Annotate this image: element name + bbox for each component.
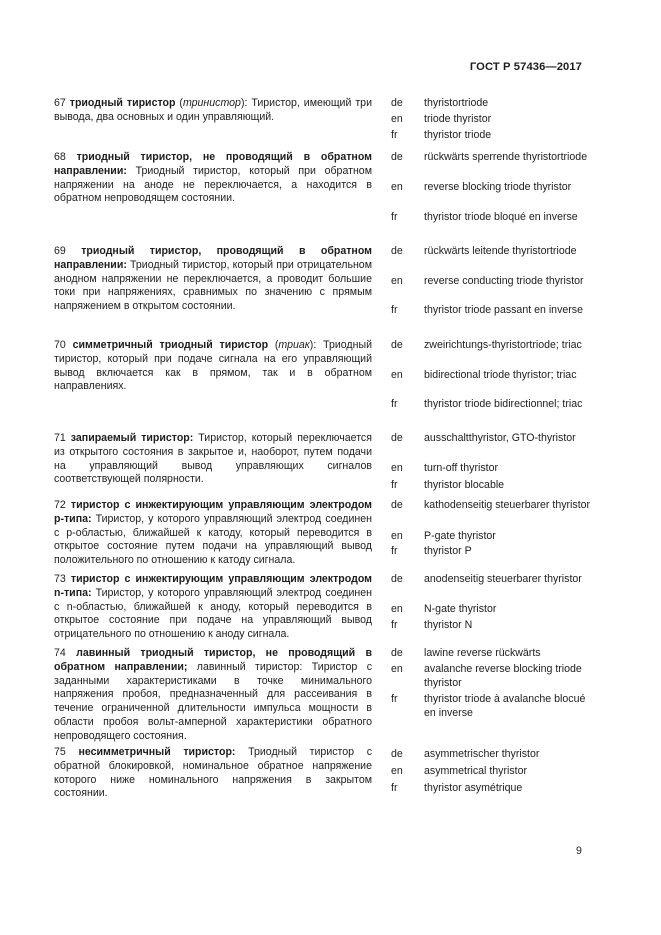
term-definition <box>54 573 372 642</box>
translation-text: zweirichtungs-thyristortriode; triac <box>424 339 582 351</box>
term-title: тиристор с инжектирующим управляющим электродом р-типа: <box>54 499 372 525</box>
translation-text: rückwärts sperrende thyristortriode <box>424 151 588 163</box>
translation-text: thyristor asymétrique <box>424 782 523 794</box>
translation-text: thyristor triode bidirectionnel; triac <box>424 398 583 410</box>
lang-code: en <box>391 530 403 542</box>
translation-text: reverse conducting triode thyristor <box>424 275 584 287</box>
definition-text: лавинный тиристор: Тиристор с заданными характеристиками в точке минимального напряжения пробоя, предназначенный для рассеивания в течение ограниченной длительности импульса мощности в области пробоя вольт-амперной характеристики обратного непроводящего состояния. <box>54 660 373 742</box>
translation-text: asymmetrical thyristor <box>424 765 528 777</box>
term-number: 70 <box>54 339 66 351</box>
definition-text: Триодный тиристор, который при обратном напряжении на аноде не переключается, а находится в обратном непроводящем состоянии. <box>54 164 372 205</box>
lang-code: fr <box>391 479 398 491</box>
lang-code: de <box>391 97 403 109</box>
lang-code: de <box>391 499 403 511</box>
translation-text: kathodenseitig steuerbarer thyristor <box>424 499 591 511</box>
definition-text: Тиристор, имеющий три вывода, два основных и один управляющий. <box>54 97 372 123</box>
term-number: 73 <box>54 573 66 585</box>
lang-code: en <box>391 663 403 675</box>
lang-code: de <box>391 151 403 163</box>
term-definition <box>54 151 372 206</box>
lang-code: fr <box>391 693 398 705</box>
translation-text: reverse blocking triode thyristor <box>424 181 572 193</box>
term-definition: 70 симметричный триодный тиристор (триак): Триодный тиристор, который при подаче сигнала на его управляющий вывод включается как в прямом, так и в обратном направлениях. <box>54 339 372 393</box>
translation-text: asymmetrischer thyristor <box>424 748 540 760</box>
term-title: триодный тиристор <box>69 97 176 109</box>
translation-text: triode thyristor <box>424 113 492 125</box>
term-title: несимметричный тиристор: <box>78 746 236 758</box>
term-definition <box>54 245 372 314</box>
translation-text: thyristortriode <box>424 97 489 109</box>
page-number: 9 <box>576 845 582 857</box>
term-definition <box>54 499 372 568</box>
lang-code: fr <box>391 398 398 410</box>
lang-code: de <box>391 748 403 760</box>
definition-text: Тиристор, у которого управляющий электрод соединен с n-областью, ближайшей к аноду, который переводится в открытое состояние при подаче на управляющий вывод отрицательного по отношению к аноду сигнала. <box>54 586 372 641</box>
lang-code: fr <box>391 129 398 141</box>
lang-code: en <box>391 181 403 193</box>
lang-code: fr <box>391 619 398 631</box>
translation-text: rückwärts leitende thyristortriode <box>424 245 577 257</box>
lang-code: en <box>391 275 403 287</box>
lang-code: de <box>391 647 403 659</box>
term-definition <box>54 432 372 487</box>
translation-text: P-gate thyristor <box>424 530 496 542</box>
lang-code: de <box>391 245 403 257</box>
translation-text: thyristor blocable <box>424 479 505 491</box>
translation-text: anodenseitig steuerbarer thyristor <box>424 573 582 585</box>
term-synonym: триак <box>278 339 310 351</box>
translation-text: avalanche reverse blocking triode thyristor <box>424 663 582 689</box>
definition-text: Триодный тиристор, который при подаче сигнала на его управляющий вывод включается как в прямом, так и в обратном направлениях. <box>54 339 372 393</box>
lang-code: de <box>391 339 403 351</box>
translation-text: thyristor triode bloqué en inverse <box>424 211 578 223</box>
lang-code: de <box>391 573 403 585</box>
term-definition: 67 триодный тиристор (тринистор): Тиристор, имеющий три вывода, два основных и один управляющий. <box>54 97 372 123</box>
term-definition <box>54 746 372 801</box>
term-title: лавинный триодный тиристор, не проводящий в обратном направлении; <box>54 647 372 673</box>
definition-text: Тиристор, который переключается из открытого состояния в закрытое и, наоборот, путем подачи на управляющий вывод управляющих сигналов соответствующей полярности. <box>54 432 372 486</box>
term-number: 75 <box>54 746 66 758</box>
term-number: 68 <box>54 151 66 163</box>
term-synonym: тринистор <box>182 97 241 109</box>
term-title: триодный тиристор, не проводящий в обратном направлении: <box>54 151 372 177</box>
term-number: 74 <box>54 647 66 659</box>
translation-text: thyristor triode passant en inverse <box>424 304 583 316</box>
lang-code: en <box>391 462 403 474</box>
translation-text: lawine reverse rückwärts <box>424 647 541 659</box>
term-number: 71 <box>54 432 66 444</box>
translation-text: N-gate thyristor <box>424 603 497 615</box>
translation-text: thyristor triode <box>424 129 492 141</box>
lang-code: en <box>391 113 403 125</box>
term-number: 72 <box>54 499 66 511</box>
term-title: симметричный триодный тиристор <box>72 339 269 351</box>
lang-code: fr <box>391 211 398 223</box>
term-definition <box>54 647 372 744</box>
lang-code: en <box>391 369 403 381</box>
term-title: запираемый тиристор: <box>70 432 194 444</box>
term-title: триодный тиристор, проводящий в обратном направлении: <box>54 245 372 271</box>
term-number: 67 <box>54 97 66 109</box>
definition-text: Триодный тиристор, который при отрицательном анодном напряжении не переключается, а проводит большие токи при напряжениях, сравнимых по значению с прямым напряжением в открытом состоянии. <box>54 258 372 313</box>
definition-text: Тиристор, у которого управляющий электрод соединен с р-областью, ближайшей к катоду, который переводится в открытое состояние путем подачи на управляющий вывод положительного по отношению к катоду сигнала. <box>54 512 372 567</box>
term-title: тиристор с инжектирующим управляющим электродом n-типа: <box>54 573 372 599</box>
translation-text: thyristor triode à avalanche blocué en inverse <box>424 693 586 719</box>
lang-code: fr <box>391 782 398 794</box>
translation-text: turn-off thyristor <box>424 462 498 474</box>
translation-text: thyristor N <box>424 619 473 631</box>
definition-text: Триодный тиристор с обратной блокировкой, номинальное обратное напряжение которого ниже номинального напряжения в закрытом состоянии. <box>54 746 372 800</box>
lang-code: fr <box>391 545 398 557</box>
lang-code: de <box>391 432 403 444</box>
lang-code: en <box>391 603 403 615</box>
term-number: 69 <box>54 245 66 257</box>
lang-code: fr <box>391 304 398 316</box>
lang-code: en <box>391 765 403 777</box>
standard-header: ГОСТ Р 57436—2017 <box>469 61 582 73</box>
translation-text: bidirectional triode thyristor; triac <box>424 369 577 381</box>
translation-text: ausschaltthyristor, GTO-thyristor <box>424 432 576 444</box>
translation-text: thyristor P <box>424 545 472 557</box>
